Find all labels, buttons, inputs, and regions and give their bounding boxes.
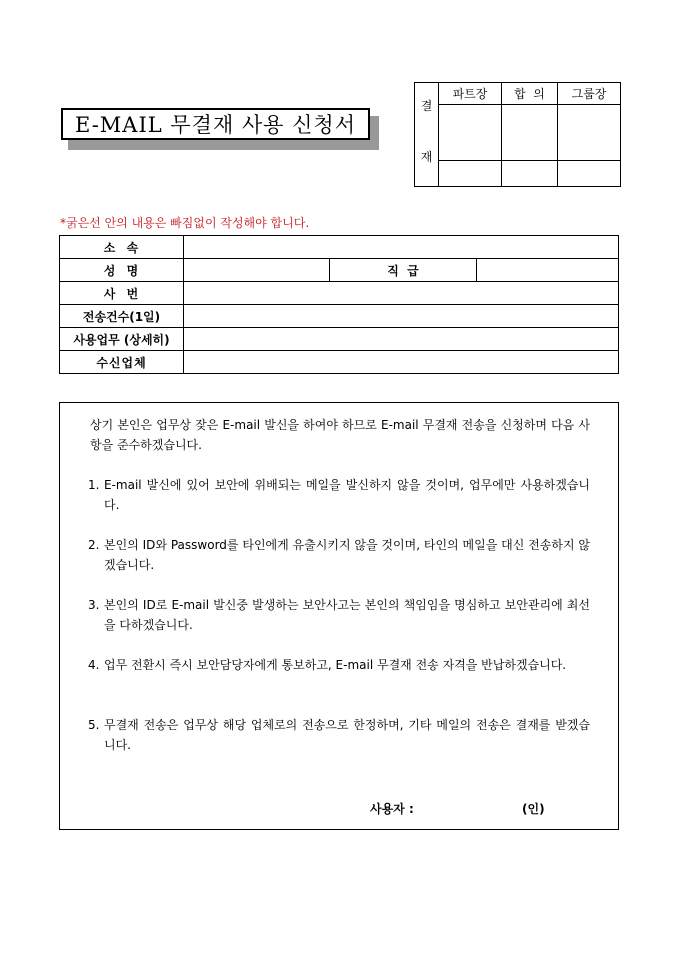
field-name[interactable] xyxy=(184,259,330,282)
field-position[interactable] xyxy=(477,259,619,282)
pledge-item xyxy=(88,715,590,755)
pledge-intro: 상기 본인은 업무상 잦은 E-mail 발신을 하여야 하므로 E-mail 무결재 전송을 신청하며 다음 사항을 준수하겠습니다. xyxy=(90,418,590,452)
field-employee-number[interactable] xyxy=(184,282,619,305)
approval-side-top: 결 xyxy=(420,99,433,113)
pledge-item-number: 4. xyxy=(88,658,100,672)
pledge-item xyxy=(88,535,590,575)
pledge-item xyxy=(88,595,590,635)
field-affiliation[interactable] xyxy=(184,236,619,259)
label-position: 직 급 xyxy=(330,259,477,282)
pledge-item-number: 2. xyxy=(88,538,100,552)
label-affiliation: 소 속 xyxy=(60,236,184,259)
field-recipient[interactable] xyxy=(184,351,619,374)
label-recipient: 수신업체 xyxy=(60,351,184,374)
approval-side-label xyxy=(415,83,439,187)
approval-side-bottom: 재 xyxy=(420,150,433,164)
date-cell-part-leader[interactable] xyxy=(439,160,502,186)
date-cell-agreement[interactable] xyxy=(501,160,557,186)
pledge-item-number: 1. xyxy=(88,478,100,492)
pledge-box xyxy=(59,402,619,830)
applicant-info-table xyxy=(59,235,619,374)
sign-cell-group-leader[interactable] xyxy=(558,105,621,161)
approval-header-agreement: 합 의 xyxy=(501,83,557,105)
sign-cell-agreement[interactable] xyxy=(501,105,557,161)
label-name: 성 명 xyxy=(60,259,184,282)
field-usage[interactable] xyxy=(184,328,619,351)
document-title: E-MAIL 무결재 사용 신청서 xyxy=(61,108,370,140)
approval-box xyxy=(414,82,621,187)
pledge-item-text: E-mail 발신에 있어 보안에 위배되는 메일을 발신하지 않을 것이며, 업무에만 사용하겠습니다. xyxy=(104,478,590,512)
seal-label: (인) xyxy=(522,802,545,816)
approval-header-part-leader: 파트장 xyxy=(439,83,502,105)
required-notice: *굵은선 안의 내용은 빠짐없이 작성해야 합니다. xyxy=(60,216,310,230)
pledge-item xyxy=(88,655,590,675)
label-usage: 사용업무 (상세히) xyxy=(60,328,184,351)
approval-header-group-leader: 그룹장 xyxy=(558,83,621,105)
date-cell-group-leader[interactable] xyxy=(558,160,621,186)
pledge-item-number: 5. xyxy=(88,718,100,732)
pledge-item-number: 3. xyxy=(88,598,100,612)
label-employee-number: 사 번 xyxy=(60,282,184,305)
label-send-count: 전송건수(1일) xyxy=(60,305,184,328)
pledge-item xyxy=(88,475,590,515)
pledge-item-text: 업무 전환시 즉시 보안담당자에게 통보하고, E-mail 무결재 전송 자격을 반납하겠습니다. xyxy=(104,658,567,672)
pledge-item-text: 본인의 ID와 Password를 타인에게 유출시키지 않을 것이며, 타인의 메일을 대신 전송하지 않겠습니다. xyxy=(104,538,590,572)
field-send-count[interactable] xyxy=(184,305,619,328)
signer-label: 사용자 : xyxy=(370,802,414,816)
pledge-item-text: 무결재 전송은 업무상 해당 업체로의 전송으로 한정하며, 기타 메일의 전송은 결재를 받겠습니다. xyxy=(104,718,590,752)
pledge-item-text: 본인의 ID로 E-mail 발신중 발생하는 보안사고는 본인의 책임임을 명심하고 보안관리에 최선을 다하겠습니다. xyxy=(104,598,590,632)
sign-cell-part-leader[interactable] xyxy=(439,105,502,161)
